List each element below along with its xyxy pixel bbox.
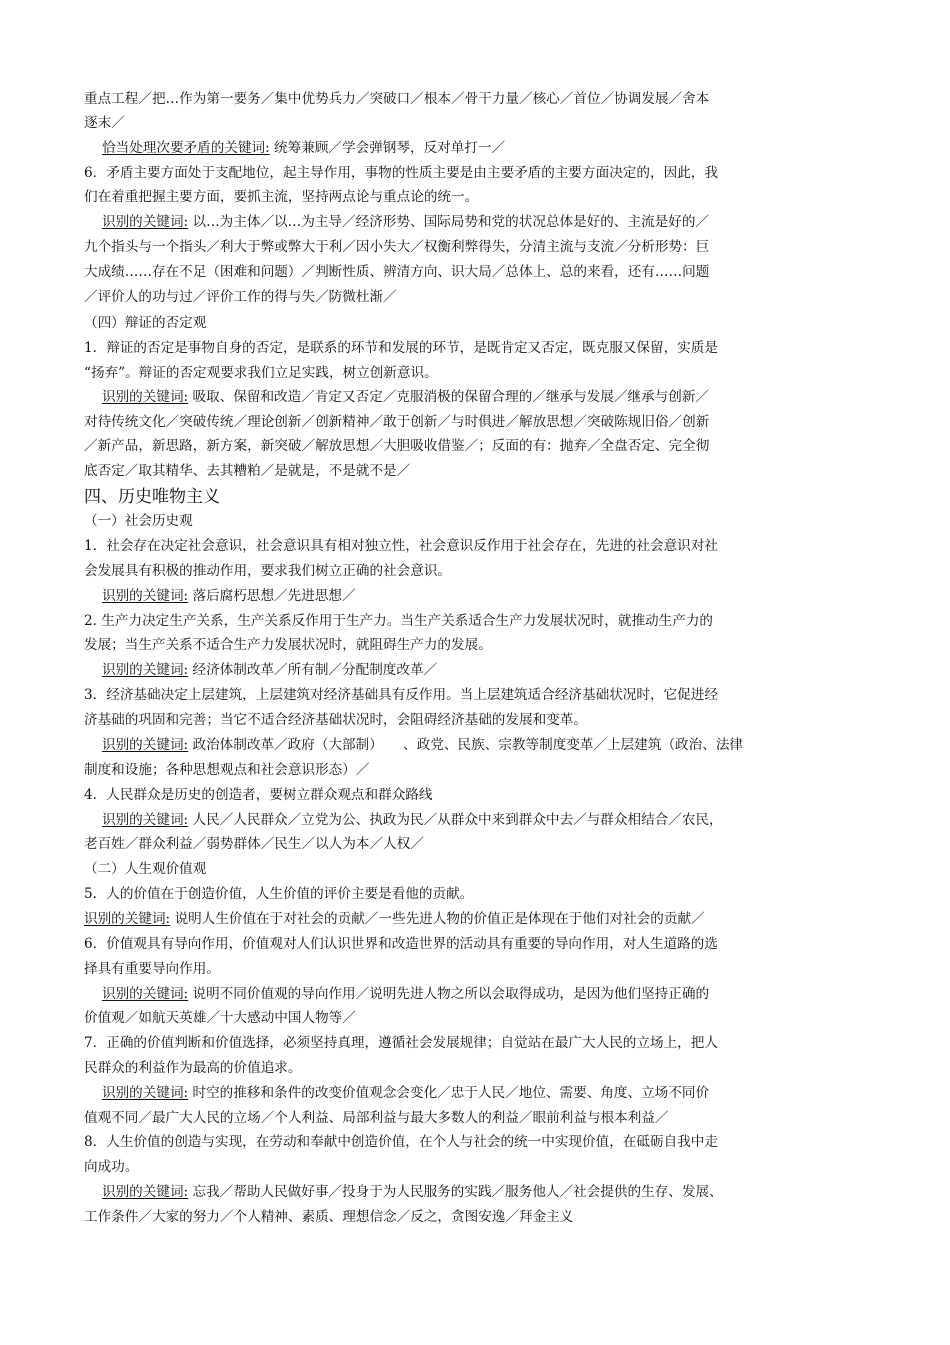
keyword-label: 识别的关键词: [102, 812, 189, 828]
text-line: 工作条件／大家的努力／个人精神、素质、理想信念／反之，贪图安逸／拜金主义 [84, 1209, 574, 1225]
text-line: 3．经济基础决定上层建筑，上层建筑对经济基础具有反作用。当上层建筑适合经济基础状况时，它促进经 [84, 687, 718, 703]
keyword-line [102, 1183, 723, 1201]
keyword-text: 统筹兼顾／学会弹钢琴，反对单打一／ [269, 140, 506, 156]
keyword-line [102, 1084, 709, 1102]
text-line: 值观不同／最广大人民的立场／个人利益、局部利益与最大多数人的利益／眼前利益与根本利益／ [84, 1110, 669, 1126]
keyword-line [102, 736, 743, 754]
text-line: 价值观／如航天英雄／十大感动中国人物等／ [84, 1010, 356, 1026]
keyword-label: 识别的关键词: [102, 1184, 189, 1200]
keyword-text: 政治体制改革／政府（大部制） 、政党、民族、宗教等制度变革／上层建筑（政治、法律 [188, 737, 744, 753]
text-line: 制度和设施；各种思想观点和社会意识形态）／ [84, 762, 370, 778]
keyword-line [102, 811, 723, 829]
keyword-line [102, 587, 356, 605]
section-heading: （一）社会历史观 [84, 513, 193, 529]
text-line: 民群众的利益作为最高的价值追求。 [84, 1060, 302, 1076]
text-line: 老百姓／群众利益／弱势群体／民生／以人为本／人权／ [84, 836, 424, 852]
keyword-text: 落后腐朽思想／先进思想／ [188, 588, 356, 604]
keyword-text: 经济体制改革／所有制／分配制度改革／ [188, 662, 438, 678]
keyword-line [84, 910, 705, 928]
text-line: 们在着重把握主要方面，要抓主流，坚持两点论与重点论的统一。 [84, 189, 479, 205]
keyword-label: 识别的关键词: [102, 986, 189, 1002]
text-line: 8．人生价值的创造与实现，在劳动和奉献中创造价值，在个人与社会的统一中实现价值，在砥砺自我中走 [84, 1134, 718, 1150]
text-line: 对待传统文化／突破传统／理论创新／创新精神／敢于创新／与时俱进／解放思想／突破陈规旧俗／创新 [84, 414, 710, 430]
keyword-text: 以…为主体／以…为主导／经济形势、国际局势和党的状况总体是好的、主流是好的／ [188, 214, 710, 230]
keyword-label: 识别的关键词: [102, 737, 189, 753]
text-line: 1．辩证的否定是事物自身的否定，是联系的环节和发展的环节，是既肯定又否定，既克服又保留，实质是 [84, 340, 718, 356]
text-line: 2. 生产力决定生产关系，生产关系反作用于生产力。当生产关系适合生产力发展状况时，就推动生产力的 [84, 613, 714, 629]
keyword-label: 识别的关键词: [102, 389, 189, 405]
keyword-text: 说明人生价值在于对社会的贡献／一些先进人物的价值正是体现在于他们对社会的贡献／ [170, 911, 705, 927]
keyword-text: 人民／人民群众／立党为公、执政为民／从群众中来到群众中去／与群众相结合／农民， [188, 812, 723, 828]
section-heading: （二）人生观价值观 [84, 861, 207, 877]
text-line: “扬弃”。辩证的否定观要求我们立足实践，树立创新意识。 [84, 365, 438, 381]
text-line: 6．价值观具有导向作用，价值观对人们认识世界和改造世界的活动具有重要的导向作用，对人生道路的选 [84, 936, 718, 952]
keyword-line [102, 985, 709, 1003]
chapter-heading: 四、历史唯物主义 [84, 487, 220, 507]
text-line: 1．社会存在决定社会意识，社会意识具有相对独立性，社会意识反作用于社会存在，先进的社会意识对社 [84, 538, 718, 554]
keyword-label: 识别的关键词: [102, 1085, 189, 1101]
keyword-label: 恰当处理次要矛盾的关键词: [102, 140, 270, 156]
text-line: 7．正确的价值判断和价值选择，必须坚持真理，遵循社会发展规律；自觉站在最广大人民的立场上，把人 [84, 1035, 718, 1051]
text-line: 发展；当生产关系不适合生产力发展状况时，就阻碍生产力的发展。 [84, 637, 492, 653]
text-line: 底否定／取其精华、去其糟粕／是就是，不是就不是／ [84, 463, 411, 479]
keyword-line [102, 139, 505, 157]
text-line: 5．人的价值在于创造价值，人生价值的评价主要是看他的贡献。 [84, 886, 474, 902]
keyword-line [102, 388, 709, 406]
keyword-line [102, 213, 709, 231]
text-line: 逐末／ [84, 115, 125, 131]
keyword-text: 忘我／帮助人民做好事／投身于为人民服务的实践／服务他人／社会提供的生存、发展、 [188, 1184, 723, 1200]
keyword-text: 吸取、保留和改造／肯定又否定／克服消极的保留合理的／继承与发展／继承与创新／ [188, 389, 710, 405]
text-line: 择具有重要导向作用。 [84, 961, 220, 977]
keyword-label: 识别的关键词: [102, 662, 189, 678]
text-line: 会发展具有积极的推动作用，要求我们树立正确的社会意识。 [84, 563, 452, 579]
section-heading: （四）辩证的否定观 [84, 315, 207, 331]
text-line: ／评价人的功与过／评价工作的得与失／防微杜渐／ [84, 289, 397, 305]
text-line: 九个指头与一个指头／利大于弊或弊大于利／因小失大／权衡利弊得失，分清主流与支流／分析形势：巨 [84, 239, 710, 255]
text-line: ／新产品，新思路，新方案，新突破／解放思想／大胆吸收借鉴／；反面的有：抛弃／全盘否定、完全彻 [84, 438, 710, 454]
keyword-text: 时空的推移和条件的改变价值观念会变化／忠于人民／地位、需要、角度、立场不同价 [188, 1085, 710, 1101]
keyword-line [102, 661, 437, 679]
keyword-label: 识别的关键词: [102, 214, 189, 230]
text-line: 重点工程／把…作为第一要务／集中优势兵力／突破口／根本／骨干力量／核心／首位／协调发展／舍本 [84, 91, 710, 107]
text-line: 向成功。 [84, 1159, 139, 1175]
keyword-text: 说明不同价值观的导向作用／说明先进人物之所以会取得成功，是因为他们坚持正确的 [188, 986, 710, 1002]
text-line: 济基础的巩固和完善；当它不适合经济基础状况时，会阻碍经济基础的发展和变革。 [84, 712, 587, 728]
keyword-label: 识别的关键词: [84, 911, 171, 927]
keyword-label: 识别的关键词: [102, 588, 189, 604]
text-line: 大成绩……存在不足（困难和问题）／判断性质、辨清方向、识大局／总体上、总的来看，还有……问题 [84, 264, 710, 280]
text-line: 4．人民群众是历史的创造者，要树立群众观点和群众路线 [84, 787, 433, 803]
text-line: 6．矛盾主要方面处于支配地位，起主导作用，事物的性质主要是由主要矛盾的主要方面决定的，因此，我 [84, 165, 718, 181]
